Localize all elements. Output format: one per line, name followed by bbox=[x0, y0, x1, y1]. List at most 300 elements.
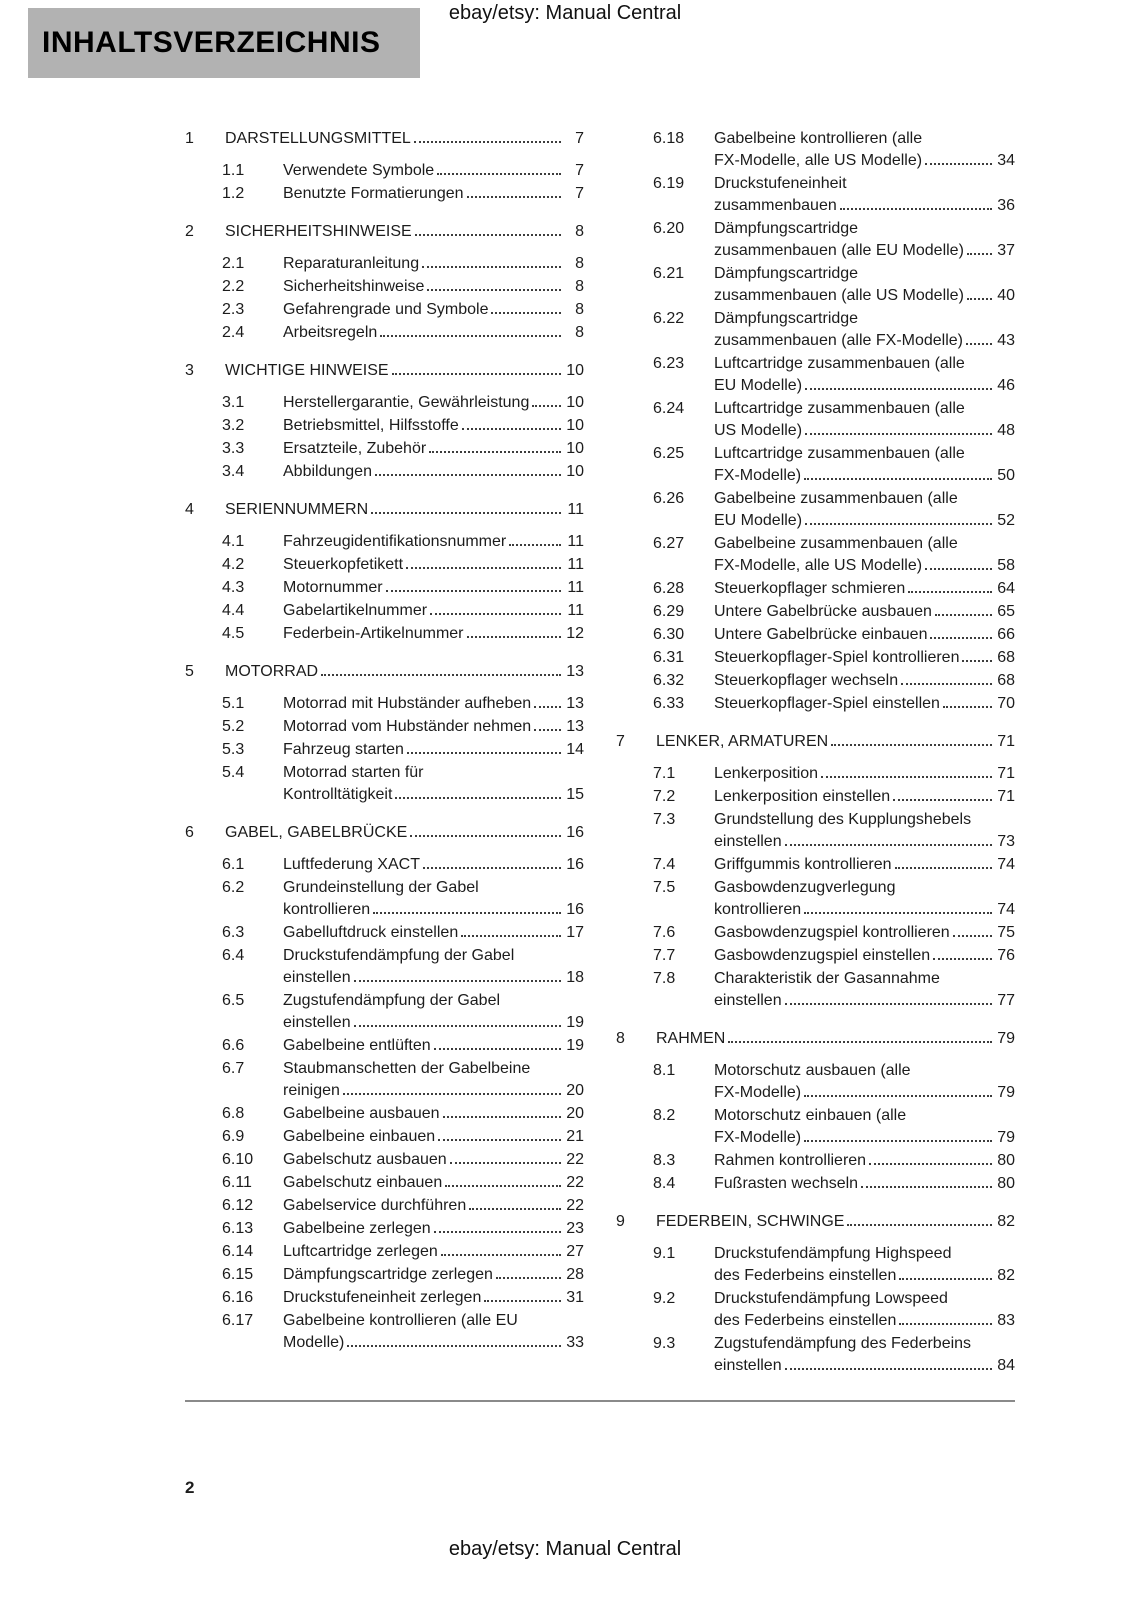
toc-entry-page: 20 bbox=[566, 1082, 584, 1099]
toc-entry-title: Steuerkopflager wechseln bbox=[714, 672, 899, 689]
dot-leader bbox=[933, 958, 992, 960]
toc-entry-page: 82 bbox=[997, 1213, 1015, 1230]
dot-leader bbox=[804, 478, 992, 480]
toc-subsection-entry bbox=[616, 1333, 1015, 1377]
toc-entry-line: Motorrad starten für bbox=[283, 764, 424, 781]
toc-entry-body bbox=[714, 693, 1015, 715]
toc-subsection-entry bbox=[616, 488, 1015, 532]
toc-entry-title: WICHTIGE HINWEISE bbox=[225, 362, 389, 379]
toc-entry-page: 64 bbox=[997, 580, 1015, 597]
toc-entry-page: 8 bbox=[575, 324, 584, 341]
dot-leader bbox=[406, 567, 561, 569]
toc-subsection-entry bbox=[185, 990, 584, 1034]
toc-entry-title: GABEL, GABELBRÜCKE bbox=[225, 824, 408, 841]
dot-leader bbox=[930, 637, 992, 639]
dot-leader bbox=[422, 266, 561, 268]
toc-section-entry bbox=[185, 661, 584, 683]
toc-entry-title: des Federbeins einstellen bbox=[714, 1267, 897, 1284]
toc-entry-body bbox=[283, 922, 584, 944]
toc-entry-page: 76 bbox=[997, 947, 1015, 964]
toc-subsection-entry bbox=[185, 1287, 584, 1309]
toc-entry-title: Fahrzeugidentifikationsnummer bbox=[283, 533, 507, 550]
toc-entry-title: Gabelschutz ausbauen bbox=[283, 1151, 447, 1168]
dot-leader bbox=[484, 1300, 561, 1302]
toc-subsection-entry bbox=[616, 533, 1015, 577]
toc-entry-page: 74 bbox=[997, 901, 1015, 918]
toc-entry-body bbox=[283, 600, 584, 622]
toc-entry-body bbox=[283, 1218, 584, 1240]
toc-entry-title: des Federbeins einstellen bbox=[714, 1312, 897, 1329]
toc-entry-page: 10 bbox=[566, 440, 584, 457]
toc-entry-line: Grundeinstellung der Gabel bbox=[283, 879, 479, 896]
toc-entry-body bbox=[714, 601, 1015, 623]
dot-leader bbox=[427, 289, 561, 291]
toc-entry-page: 20 bbox=[566, 1105, 584, 1122]
toc-entry-body bbox=[283, 693, 584, 715]
toc-entry-body bbox=[283, 531, 584, 553]
toc-entry-page: 68 bbox=[997, 672, 1015, 689]
toc-entry-page: 10 bbox=[566, 463, 584, 480]
toc-entry-body bbox=[283, 554, 584, 576]
toc-entry-page: 15 bbox=[566, 786, 584, 803]
toc-entry-body bbox=[656, 731, 1015, 753]
toc-entry-number: 6.32 bbox=[653, 672, 685, 689]
toc-entry-title: Gabelluftdruck einstellen bbox=[283, 924, 459, 941]
toc-subsection-entry bbox=[185, 1149, 584, 1171]
toc-subsection-entry bbox=[185, 854, 584, 876]
dot-leader bbox=[371, 512, 561, 514]
toc-entry-body bbox=[283, 1241, 584, 1263]
toc-entry-page: 11 bbox=[567, 579, 584, 596]
toc-entry-page: 7 bbox=[575, 130, 584, 147]
toc-entry-number: 3.2 bbox=[222, 417, 245, 434]
toc-entry-page: 71 bbox=[997, 765, 1015, 782]
toc-entry-body bbox=[225, 499, 584, 521]
toc-entry-page: 10 bbox=[566, 417, 584, 434]
toc-subsection-entry bbox=[185, 600, 584, 622]
toc-subsection-entry bbox=[616, 786, 1015, 808]
toc-entry-page: 8 bbox=[575, 223, 584, 240]
dot-leader bbox=[434, 1048, 561, 1050]
toc-entry-body bbox=[714, 647, 1015, 669]
toc-entry-page: 13 bbox=[566, 663, 584, 680]
toc-entry-number: 8.3 bbox=[653, 1152, 676, 1169]
toc-entry-body bbox=[283, 1149, 584, 1171]
toc-entry-page: 13 bbox=[566, 718, 584, 735]
toc-entry-body bbox=[714, 670, 1015, 692]
table-of-contents bbox=[185, 128, 1015, 1378]
toc-entry-number: 4 bbox=[185, 501, 194, 518]
toc-subsection-entry bbox=[616, 308, 1015, 352]
toc-entry-body bbox=[283, 276, 584, 298]
toc-entry-title: zusammenbauen (alle US Modelle) bbox=[714, 287, 964, 304]
toc-entry-title: Gabelbeine entlüften bbox=[283, 1037, 431, 1054]
toc-entry-line: Gasbowdenzugverlegung bbox=[714, 879, 896, 896]
toc-entry-body bbox=[283, 392, 584, 414]
toc-subsection-entry bbox=[185, 877, 584, 921]
toc-entry-line: Luftcartridge zusammenbauen (alle bbox=[714, 400, 965, 417]
toc-entry-body bbox=[714, 443, 1015, 487]
toc-entry-title: Luftfederung XACT bbox=[283, 856, 420, 873]
toc-entry-number: 6.1 bbox=[222, 856, 245, 873]
toc-entry-body bbox=[283, 299, 584, 321]
dot-leader bbox=[414, 141, 561, 143]
dot-leader bbox=[893, 799, 992, 801]
toc-entry-body bbox=[283, 438, 584, 460]
dot-leader bbox=[785, 1368, 992, 1370]
toc-subsection-entry bbox=[185, 415, 584, 437]
toc-entry-title: Sicherheitshinweise bbox=[283, 278, 425, 295]
toc-entry-title: Gasbowdenzugspiel kontrollieren bbox=[714, 924, 950, 941]
toc-subsection-entry bbox=[185, 392, 584, 414]
toc-entry-title: Fahrzeug starten bbox=[283, 741, 404, 758]
toc-entry-body bbox=[714, 353, 1015, 397]
toc-entry-title: einstellen bbox=[714, 833, 782, 850]
toc-entry-number: 7.2 bbox=[653, 788, 676, 805]
toc-entry-title: SICHERHEITSHINWEISE bbox=[225, 223, 412, 240]
toc-entry-number: 6.17 bbox=[222, 1312, 254, 1329]
dot-leader bbox=[840, 208, 992, 210]
toc-entry-number: 3.1 bbox=[222, 394, 245, 411]
toc-subsection-entry bbox=[185, 160, 584, 182]
toc-entry-body bbox=[283, 623, 584, 645]
dot-leader bbox=[450, 1162, 561, 1164]
toc-entry-title: SERIENNUMMERN bbox=[225, 501, 369, 518]
toc-entry-page: 31 bbox=[566, 1289, 584, 1306]
toc-entry-number: 8.2 bbox=[653, 1107, 676, 1124]
toc-entry-body bbox=[283, 762, 584, 806]
toc-subsection-entry bbox=[616, 218, 1015, 262]
toc-entry-page: 28 bbox=[566, 1266, 584, 1283]
toc-entry-title: Kontrolltätigkeit bbox=[283, 786, 393, 803]
dot-leader bbox=[962, 660, 992, 662]
toc-entry-page: 11 bbox=[567, 602, 584, 619]
toc-entry-title: Motornummer bbox=[283, 579, 383, 596]
toc-entry-page: 10 bbox=[566, 394, 584, 411]
toc-entry-page: 43 bbox=[997, 332, 1015, 349]
toc-entry-page: 80 bbox=[997, 1152, 1015, 1169]
toc-entry-page: 73 bbox=[997, 833, 1015, 850]
document-footer-text: ebay/etsy: Manual Central bbox=[448, 1538, 682, 1560]
toc-entry-number: 6.26 bbox=[653, 490, 685, 507]
toc-entry-number: 7.8 bbox=[653, 970, 676, 987]
dot-leader bbox=[967, 253, 992, 255]
toc-entry-title: Gabelartikelnummer bbox=[283, 602, 428, 619]
toc-entry-page: 17 bbox=[566, 924, 584, 941]
toc-subsection-entry bbox=[185, 183, 584, 205]
toc-subsection-entry bbox=[185, 1035, 584, 1057]
toc-entry-number: 2.3 bbox=[222, 301, 245, 318]
toc-entry-page: 7 bbox=[575, 162, 584, 179]
toc-subsection-entry bbox=[616, 877, 1015, 921]
toc-entry-body bbox=[283, 1310, 584, 1354]
toc-entry-body bbox=[283, 322, 584, 344]
toc-entry-number: 6.15 bbox=[222, 1266, 254, 1283]
toc-entry-body bbox=[283, 183, 584, 205]
toc-entry-line: Zugstufendämpfung der Gabel bbox=[283, 992, 501, 1009]
toc-section-entry bbox=[185, 822, 584, 844]
toc-entry-page: 66 bbox=[997, 626, 1015, 643]
toc-entry-body bbox=[714, 1105, 1015, 1149]
toc-entry-number: 6.16 bbox=[222, 1289, 254, 1306]
toc-entry-number: 6.11 bbox=[222, 1174, 252, 1191]
toc-entry-body bbox=[714, 877, 1015, 921]
toc-entry-number: 6.3 bbox=[222, 924, 245, 941]
toc-entry-page: 16 bbox=[566, 824, 584, 841]
dot-leader bbox=[462, 428, 561, 430]
toc-entry-body bbox=[714, 968, 1015, 1012]
toc-entry-body bbox=[714, 173, 1015, 217]
toc-entry-title: FX-Modelle, alle US Modelle) bbox=[714, 152, 923, 169]
toc-entry-body bbox=[714, 308, 1015, 352]
toc-subsection-entry bbox=[185, 531, 584, 553]
toc-entry-title: reinigen bbox=[283, 1082, 340, 1099]
toc-entry-title: kontrollieren bbox=[714, 901, 802, 918]
toc-entry-title: FX-Modelle) bbox=[714, 467, 802, 484]
toc-entry-page: 65 bbox=[997, 603, 1015, 620]
toc-entry-page: 70 bbox=[997, 695, 1015, 712]
toc-entry-number: 4.5 bbox=[222, 625, 245, 642]
toc-entry-page: 33 bbox=[566, 1334, 584, 1351]
toc-subsection-entry bbox=[185, 1126, 584, 1148]
page-title-box bbox=[28, 8, 420, 78]
toc-entry-title: einstellen bbox=[714, 992, 782, 1009]
toc-entry-body bbox=[714, 624, 1015, 646]
dot-leader bbox=[728, 1041, 992, 1043]
toc-entry-title: FX-Modelle) bbox=[714, 1084, 802, 1101]
dot-leader bbox=[354, 1025, 561, 1027]
toc-entry-number: 6 bbox=[185, 824, 194, 841]
toc-entry-title: Arbeitsregeln bbox=[283, 324, 378, 341]
toc-entry-page: 10 bbox=[566, 362, 584, 379]
toc-entry-title: Druckstufeneinheit zerlegen bbox=[283, 1289, 482, 1306]
dot-leader bbox=[908, 591, 992, 593]
toc-entry-body bbox=[225, 360, 584, 382]
dot-leader bbox=[415, 234, 561, 236]
toc-entry-title: RAHMEN bbox=[656, 1030, 726, 1047]
toc-entry-page: 14 bbox=[566, 741, 584, 758]
dot-leader bbox=[321, 674, 561, 676]
dot-leader bbox=[469, 1208, 561, 1210]
toc-section-entry bbox=[185, 360, 584, 382]
toc-subsection-entry bbox=[616, 809, 1015, 853]
dot-leader bbox=[423, 867, 561, 869]
toc-entry-title: einstellen bbox=[283, 969, 351, 986]
toc-entry-body bbox=[714, 263, 1015, 307]
toc-subsection-entry bbox=[616, 263, 1015, 307]
toc-entry-body bbox=[283, 577, 584, 599]
toc-entry-number: 6.23 bbox=[653, 355, 685, 372]
toc-entry-page: 71 bbox=[997, 788, 1015, 805]
toc-entry-body bbox=[283, 1195, 584, 1217]
toc-subsection-entry bbox=[185, 922, 584, 944]
dot-leader bbox=[467, 196, 561, 198]
dot-leader bbox=[804, 912, 992, 914]
toc-entry-number: 9.3 bbox=[653, 1335, 676, 1352]
dot-leader bbox=[395, 797, 561, 799]
toc-entry-page: 84 bbox=[997, 1357, 1015, 1374]
dot-leader bbox=[467, 636, 561, 638]
toc-entry-body bbox=[283, 415, 584, 437]
toc-entry-title: Gabelbeine zerlegen bbox=[283, 1220, 431, 1237]
toc-entry-page: 23 bbox=[566, 1220, 584, 1237]
dot-leader bbox=[343, 1093, 561, 1095]
toc-entry-title: Untere Gabelbrücke einbauen bbox=[714, 626, 928, 643]
toc-subsection-entry bbox=[616, 968, 1015, 1012]
toc-entry-number: 6.12 bbox=[222, 1197, 254, 1214]
toc-entry-title: Benutzte Formatierungen bbox=[283, 185, 464, 202]
toc-entry-number: 2.2 bbox=[222, 278, 245, 295]
dot-leader bbox=[805, 523, 992, 525]
toc-entry-body bbox=[714, 854, 1015, 876]
toc-subsection-entry bbox=[185, 1241, 584, 1263]
toc-entry-body bbox=[283, 160, 584, 182]
dot-leader bbox=[534, 729, 561, 731]
toc-entry-number: 7.6 bbox=[653, 924, 676, 941]
toc-entry-line: Dämpfungscartridge bbox=[714, 220, 859, 237]
toc-entry-number: 6.8 bbox=[222, 1105, 245, 1122]
toc-entry-number: 7.7 bbox=[653, 947, 676, 964]
toc-entry-number: 2.1 bbox=[222, 255, 245, 272]
toc-entry-body bbox=[714, 398, 1015, 442]
dot-leader bbox=[354, 980, 561, 982]
toc-entry-number: 6.29 bbox=[653, 603, 685, 620]
dot-leader bbox=[429, 451, 561, 453]
toc-entry-number: 6.6 bbox=[222, 1037, 245, 1054]
toc-entry-body bbox=[225, 661, 584, 683]
toc-entry-number: 6.19 bbox=[653, 175, 685, 192]
toc-entry-line: Druckstufendämpfung Highspeed bbox=[714, 1245, 952, 1262]
dot-leader bbox=[925, 163, 992, 165]
toc-entry-page: 74 bbox=[997, 856, 1015, 873]
toc-entry-number: 9 bbox=[616, 1213, 625, 1230]
toc-entry-body bbox=[714, 533, 1015, 577]
toc-subsection-entry bbox=[616, 922, 1015, 944]
toc-entry-page: 79 bbox=[997, 1129, 1015, 1146]
dot-leader bbox=[392, 373, 561, 375]
toc-entry-page: 8 bbox=[575, 301, 584, 318]
toc-subsection-entry bbox=[185, 253, 584, 275]
toc-entry-number: 9.1 bbox=[653, 1245, 676, 1262]
toc-subsection-entry bbox=[185, 299, 584, 321]
toc-entry-number: 6.30 bbox=[653, 626, 685, 643]
toc-subsection-entry bbox=[616, 1150, 1015, 1172]
toc-entry-title: zusammenbauen bbox=[714, 197, 837, 214]
toc-subsection-entry bbox=[185, 1264, 584, 1286]
toc-entry-number: 5 bbox=[185, 663, 194, 680]
dot-leader bbox=[430, 613, 561, 615]
toc-entry-body bbox=[714, 578, 1015, 600]
toc-entry-number: 1.1 bbox=[222, 162, 245, 179]
dot-leader bbox=[434, 1231, 561, 1233]
toc-entry-body bbox=[283, 990, 584, 1034]
toc-entry-title: Fußrasten wechseln bbox=[714, 1175, 859, 1192]
toc-entry-title: Abbildungen bbox=[283, 463, 372, 480]
toc-entry-page: 36 bbox=[997, 197, 1015, 214]
toc-entry-page: 16 bbox=[566, 856, 584, 873]
toc-entry-title: Gabelschutz einbauen bbox=[283, 1174, 443, 1191]
toc-subsection-entry bbox=[185, 716, 584, 738]
toc-entry-body bbox=[714, 922, 1015, 944]
toc-entry-body bbox=[225, 822, 584, 844]
toc-entry-body bbox=[225, 221, 584, 243]
toc-entry-number: 4.2 bbox=[222, 556, 245, 573]
toc-section-entry bbox=[616, 1211, 1015, 1233]
toc-entry-line: Dämpfungscartridge bbox=[714, 265, 859, 282]
toc-subsection-entry bbox=[616, 173, 1015, 217]
toc-entry-number: 5.2 bbox=[222, 718, 245, 735]
toc-section-entry bbox=[185, 128, 584, 150]
toc-entry-title: einstellen bbox=[283, 1014, 351, 1031]
toc-entry-page: 11 bbox=[567, 556, 584, 573]
toc-entry-line: Luftcartridge zusammenbauen (alle bbox=[714, 445, 965, 462]
toc-subsection-entry bbox=[185, 1058, 584, 1102]
toc-entry-page: 11 bbox=[567, 501, 584, 518]
toc-entry-title: kontrollieren bbox=[283, 901, 371, 918]
toc-entry-title: Griffgummis kontrollieren bbox=[714, 856, 892, 873]
toc-entry-number: 6.22 bbox=[653, 310, 685, 327]
toc-entry-title: Ersatzteile, Zubehör bbox=[283, 440, 427, 457]
toc-entry-line: Charakteristik der Gasannahme bbox=[714, 970, 940, 987]
dot-leader bbox=[445, 1185, 561, 1187]
toc-entry-page: 8 bbox=[575, 255, 584, 272]
toc-entry-title: FX-Modelle) bbox=[714, 1129, 802, 1146]
dot-leader bbox=[847, 1224, 992, 1226]
toc-entry-body bbox=[283, 1264, 584, 1286]
toc-entry-title: Steuerkopflager-Spiel einstellen bbox=[714, 695, 940, 712]
toc-entry-body bbox=[714, 1173, 1015, 1195]
toc-entry-page: 12 bbox=[566, 625, 584, 642]
toc-section-entry bbox=[616, 731, 1015, 753]
toc-entry-page: 34 bbox=[997, 152, 1015, 169]
toc-entry-page: 40 bbox=[997, 287, 1015, 304]
toc-entry-number: 6.33 bbox=[653, 695, 685, 712]
toc-entry-page: 22 bbox=[566, 1174, 584, 1191]
toc-subsection-entry bbox=[616, 128, 1015, 172]
toc-entry-title: Steuerkopflager schmieren bbox=[714, 580, 906, 597]
toc-entry-number: 5.4 bbox=[222, 764, 245, 781]
dot-leader bbox=[373, 912, 561, 914]
toc-entry-body bbox=[283, 461, 584, 483]
toc-entry-page: 48 bbox=[997, 422, 1015, 439]
toc-entry-number: 9.2 bbox=[653, 1290, 676, 1307]
toc-entry-title: Dämpfungscartridge zerlegen bbox=[283, 1266, 493, 1283]
toc-entry-title: Herstellergarantie, Gewährleistung bbox=[283, 394, 530, 411]
toc-entry-page: 19 bbox=[566, 1037, 584, 1054]
toc-entry-number: 3.3 bbox=[222, 440, 245, 457]
toc-entry-title: LENKER, ARMATUREN bbox=[656, 733, 829, 750]
toc-subsection-entry bbox=[616, 601, 1015, 623]
dot-leader bbox=[509, 544, 561, 546]
toc-entry-title: Reparaturanleitung bbox=[283, 255, 420, 272]
toc-entry-number: 2.4 bbox=[222, 324, 245, 341]
toc-entry-title: US Modelle) bbox=[714, 422, 803, 439]
toc-subsection-entry bbox=[185, 1310, 584, 1354]
dot-leader bbox=[899, 1323, 992, 1325]
toc-entry-line: Gabelbeine zusammenbauen (alle bbox=[714, 490, 958, 507]
toc-subsection-entry bbox=[616, 1288, 1015, 1332]
toc-subsection-entry bbox=[616, 353, 1015, 397]
toc-entry-number: 7.1 bbox=[653, 765, 676, 782]
toc-subsection-entry bbox=[616, 693, 1015, 715]
toc-entry-body bbox=[283, 1172, 584, 1194]
toc-entry-number: 4.3 bbox=[222, 579, 245, 596]
toc-subsection-entry bbox=[185, 554, 584, 576]
toc-entry-line: Druckstufendämpfung der Gabel bbox=[283, 947, 515, 964]
dot-leader bbox=[967, 298, 992, 300]
toc-entry-line: Gabelbeine kontrollieren (alle EU bbox=[283, 1312, 518, 1329]
toc-entry-body bbox=[283, 739, 584, 761]
